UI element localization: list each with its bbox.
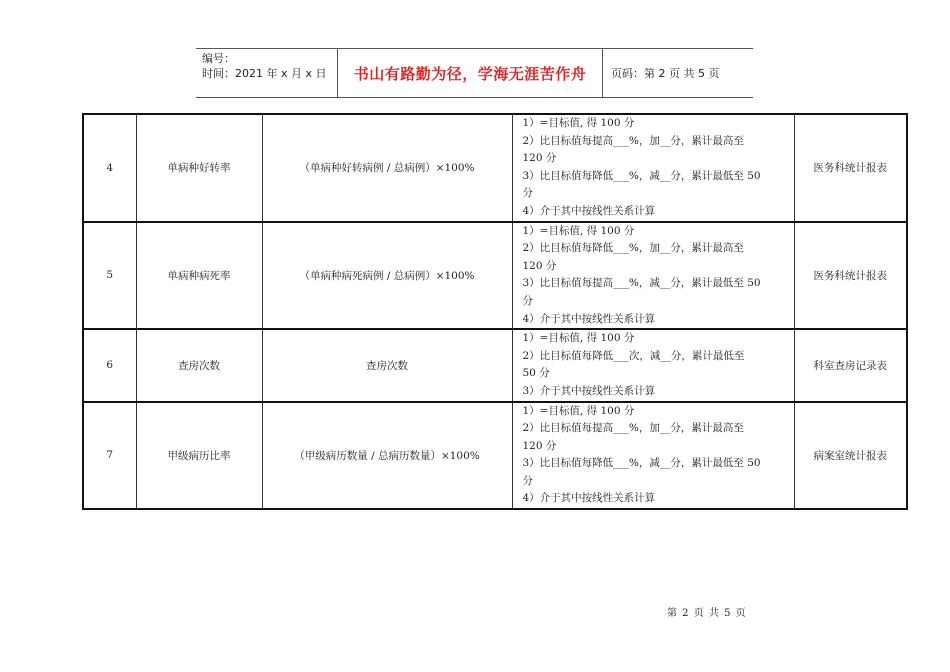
rule-line: 3）比目标值每降低___%，减__分，累计最低至 50 — [522, 457, 761, 470]
rule-line: 2）比目标值每降低___次，减__分，累计最低至 — [522, 349, 745, 362]
table-row — [83, 329, 907, 401]
rule-line: 2）比目标值每降低___%，加__分，累计最高至 — [522, 242, 744, 255]
number-label: 编号： — [202, 52, 235, 65]
row-number: 5 — [83, 222, 136, 330]
data-source: 医务科统计报表 — [794, 222, 907, 330]
rule-line: 120 分 — [522, 152, 557, 165]
rule-line: 3）比目标值每降低___%，减__分，累计最低至 50 — [522, 169, 761, 182]
rule-line: 分 — [522, 294, 533, 307]
indicator-table — [82, 113, 908, 510]
formula: （单病种好转病例 / 总病例）×100% — [262, 114, 512, 222]
rule-line: 分 — [522, 187, 533, 200]
motto: 书山有路勤为径，学海无涯苦作舟 — [338, 49, 603, 97]
rule-line: 50 分 — [522, 367, 550, 380]
formula: （甲级病历数量 / 总病历数量）×100% — [262, 402, 512, 510]
page-label: 页码：第 2 页 共 5 页 — [611, 67, 720, 80]
rule-line: 120 分 — [522, 439, 557, 452]
rule-line: 4）介于其中按线性关系计算 — [522, 204, 656, 217]
indicator-name: 查房次数 — [136, 329, 262, 401]
table-row — [83, 114, 907, 222]
rule-line: 1）=目标值, 得 100 分 — [522, 224, 635, 237]
formula: 查房次数 — [262, 329, 512, 401]
rule-line: 2）比目标值每提高___%，加__分，累计最高至 — [522, 422, 744, 435]
rule-line: 1）=目标值, 得 100 分 — [522, 117, 635, 129]
scoring-rules — [512, 329, 794, 401]
scoring-rules — [512, 402, 794, 510]
rule-line: 4）介于其中按线性关系计算 — [522, 312, 656, 325]
indicator-name: 甲级病历比率 — [136, 402, 262, 510]
header-meta — [196, 49, 338, 97]
rule-line: 3）介于其中按线性关系计算 — [522, 384, 656, 397]
table-row — [83, 402, 907, 510]
rule-line: 1）=目标值, 得 100 分 — [522, 404, 635, 417]
rule-line: 分 — [522, 474, 533, 487]
row-number: 4 — [83, 114, 136, 222]
rule-line: 4）介于其中按线性关系计算 — [522, 492, 656, 505]
table-row — [83, 222, 907, 330]
scoring-rules — [512, 222, 794, 330]
row-number: 7 — [83, 402, 136, 510]
data-source: 科室查房记录表 — [794, 329, 907, 401]
document-header — [196, 48, 753, 98]
rule-line: 120 分 — [522, 259, 557, 272]
rule-line: 2）比目标值每提高___%，加__分，累计最高至 — [522, 134, 744, 147]
formula: （单病种病死病例 / 总病例）×100% — [262, 222, 512, 330]
data-source: 病案室统计报表 — [794, 402, 907, 510]
rule-line: 3）比目标值每提高___%，减__分，累计最低至 50 — [522, 277, 761, 290]
data-source: 医务科统计报表 — [794, 114, 907, 222]
indicator-name: 单病种好转率 — [136, 114, 262, 222]
page-footer: 第 2 页 共 5 页 — [667, 608, 747, 619]
scoring-rules — [512, 114, 794, 222]
row-number: 6 — [83, 329, 136, 401]
time-label: 时间：2021 年 x 月 x 日 — [202, 67, 327, 80]
indicator-name: 单病种病死率 — [136, 222, 262, 330]
rule-line: 1）=目标值, 得 100 分 — [522, 332, 635, 345]
